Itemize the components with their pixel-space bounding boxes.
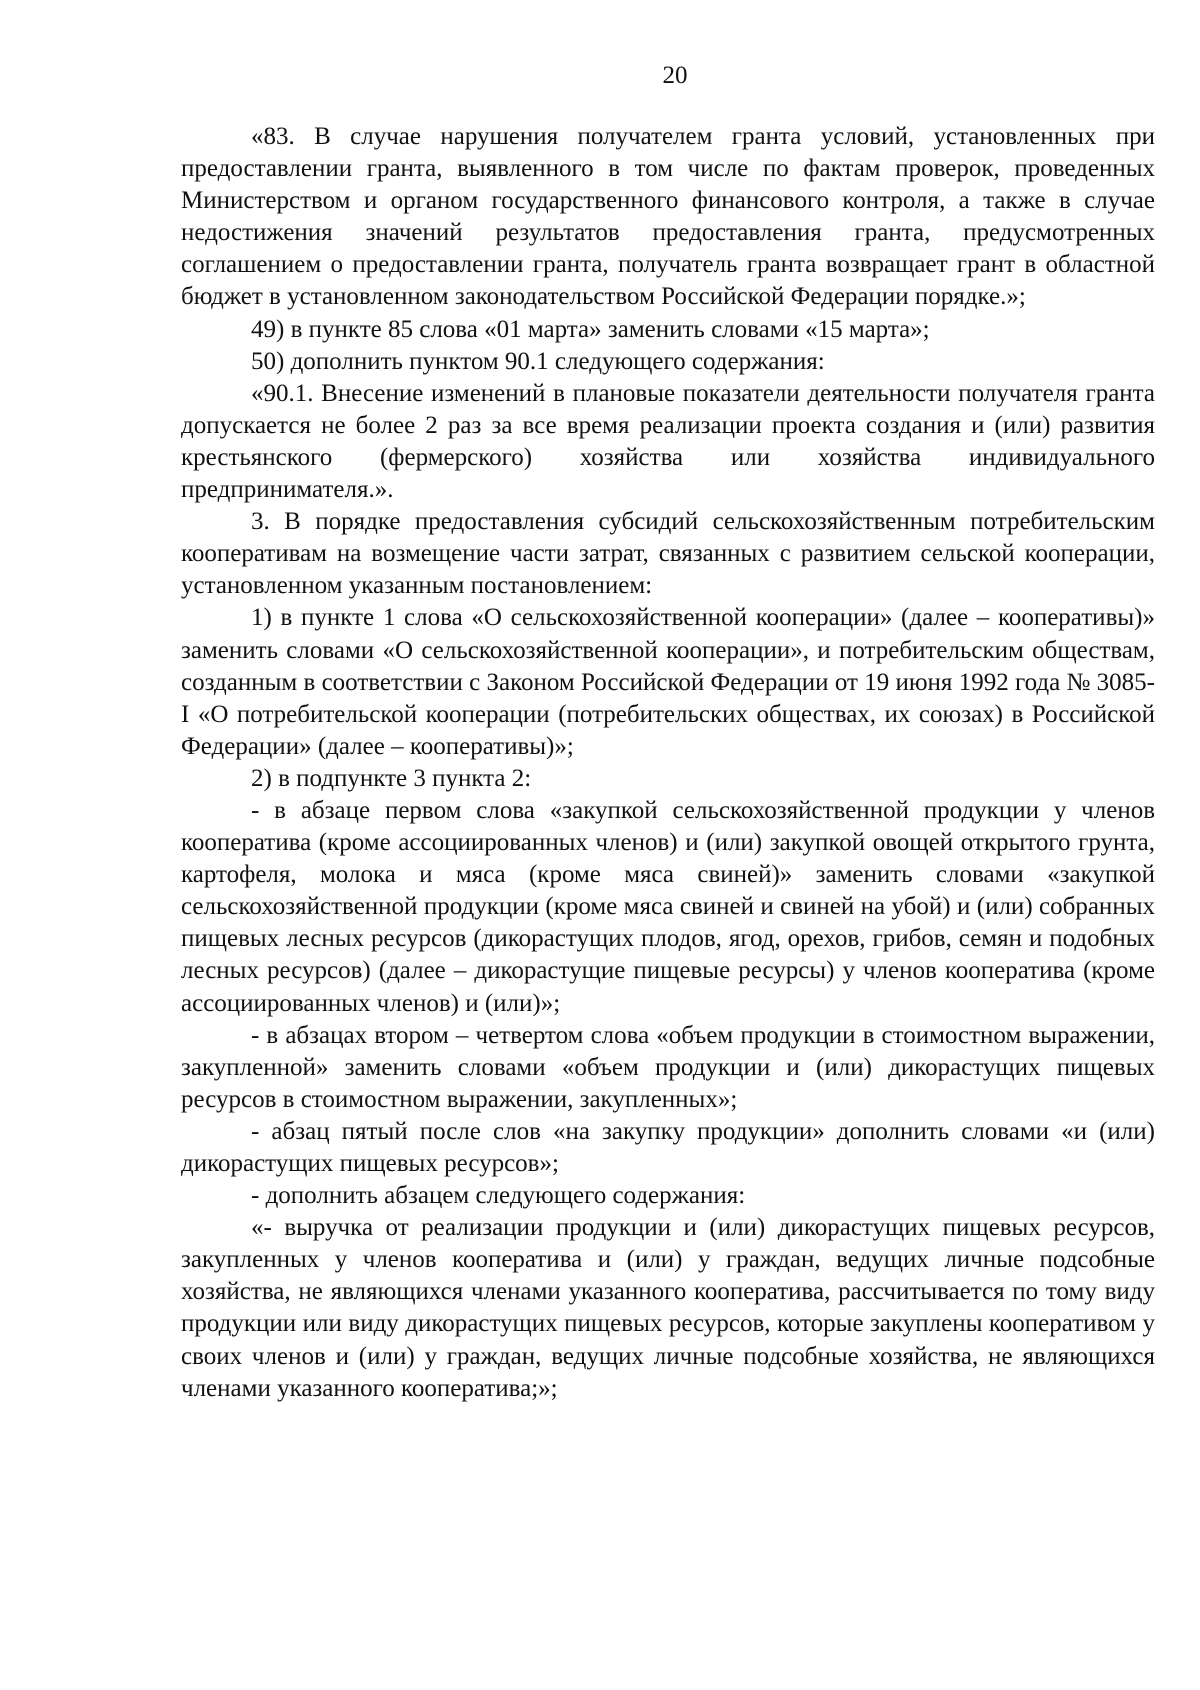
paragraph-amendment-49: 49) в пункте 85 слова «01 марта» заменить словами «15 марта»;	[251, 315, 930, 343]
paragraph-quoted-new-abzac: «- выручка от реализации продукции и (или) дикорастущих пищевых ресурсов, закупленных у членов кооператива и (или) у граждан, ведущих личные подсобные хозяйства, не являющихся членами указанного кооператива, рассчитывается по тому виду продукции или виду дикорастущих пищевых ресурсов, которые закуплены кооперативом у своих членов и (или) у граждан, ведущих личные подсобные хозяйства, не являющихся членами указанного кооператива;»;	[181, 1214, 1155, 1402]
paragraph-item-83: «83. В случае нарушения получателем гранта условий, установленных при предоставлении гранта, выявленного в том числе по фактам проверок, проведенных Министерством и органом государственного финансового контроля, а также в случае недостижения значений результатов предоставления гранта, предусмотренных соглашением о предоставлении гранта, получатель гранта возвращает грант в областной бюджет в установленном законодательством Российской Федерации порядке.»;	[181, 123, 1155, 311]
paragraph-bullet-second-fourth-abzac: - в абзацах втором – четвертом слова «объем продукции в стоимостном выражении, закупленной» заменить словами «объем продукции и (или) дикорастущих пищевых ресурсов в стоимостном выражении, закупленных»;	[181, 1021, 1155, 1113]
paragraph-subitem-1: 1) в пункте 1 слова «О сельскохозяйственной кооперации» (далее – кооперативы)» заменить словами «О сельскохозяйственной кооперации», и потребительским обществам, созданным в соответствии с Законом Российской Федерации от 19 июня 1992 года № 3085-I «О потребительской кооперации (потребительских обществах, их союзах) в Российской Федерации» (далее – кооперативы)»;	[181, 604, 1155, 760]
paragraph-item-90-1: «90.1. Внесение изменений в плановые показатели деятельности получателя гранта допускается не более 2 раз за все время реализации проекта создания и (или) развития крестьянского (фермерского) хозяйства или хозяйства индивидуального предпринимателя.».	[181, 379, 1155, 504]
page-number: 20	[662, 62, 688, 89]
paragraph-subitem-2: 2) в подпункте 3 пункта 2:	[251, 764, 532, 792]
paragraph-section-3: 3. В порядке предоставления субсидий сельскохозяйственным потребительским кооперативам на возмещение части затрат, связанных с развитием сельской кооперации, установленном указанным постановлением:	[181, 508, 1155, 600]
document-body	[181, 121, 1155, 1405]
paragraph-bullet-add-abzac: - дополнить абзацем следующего содержания:	[251, 1182, 746, 1210]
paragraph-amendment-50: 50) дополнить пунктом 90.1 следующего содержания:	[251, 347, 825, 375]
paragraph-bullet-fifth-abzac: - абзац пятый после слов «на закупку продукции» дополнить словами «и (или) дикорастущих пищевых ресурсов»;	[181, 1117, 1155, 1177]
paragraph-bullet-first-abzac: - в абзаце первом слова «закупкой сельскохозяйственной продукции у членов кооператива (кроме ассоциированных членов) и (или) закупкой овощей открытого грунта, картофеля, молока и мяса (кроме мяса свиней)» заменить словами «закупкой сельскохозяйственной продукции (кроме мяса свиней и свиней на убой) и (или) собранных пищевых лесных ресурсов (дикорастущих плодов, ягод, орехов, грибов, семян и подобных лесных ресурсов) (далее – дикорастущие пищевые ресурсы) у членов кооператива (кроме ассоциированных членов) и (или)»;	[181, 796, 1155, 1017]
